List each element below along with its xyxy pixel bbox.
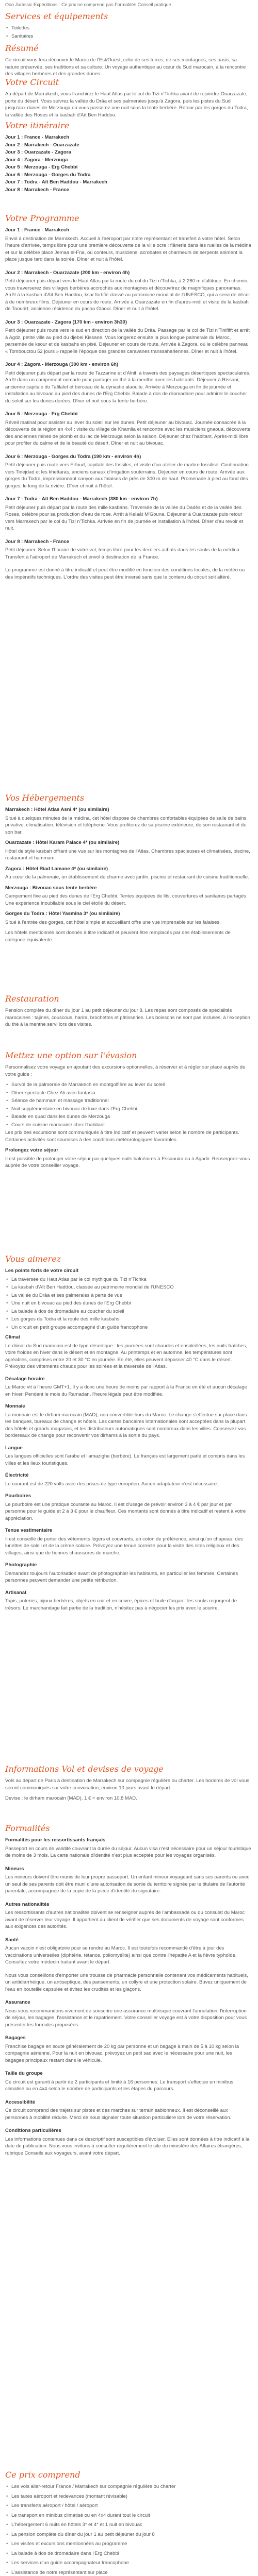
subheading: Assurance	[5, 1999, 30, 2005]
subheading: Jour 3 : Ouarzazate - Zagora	[5, 149, 71, 155]
dining-content	[5, 1007, 252, 1028]
list-item: • L'assistance de notre représentant sur place	[5, 2569, 252, 2576]
subheading: Électricité	[5, 1472, 29, 1478]
subheading: Conditions particulières	[5, 2128, 61, 2133]
list-item: • Les services d'un guide accompagnateur francophone	[5, 2560, 252, 2567]
subheading: Santé	[5, 1937, 19, 1943]
options-section	[5, 1050, 252, 1254]
paragraph: Ce circuit est garanti à partir de 2 participants et limité à 16 personnes. Le transport s'effectue en minibus climatisé ou en 4x4 selon le nombre de participants et les étapes du parcours.	[5, 2079, 234, 2092]
list-item: • Un circuit en petit groupe accompagné d'un guide francophone	[5, 1324, 252, 1331]
paragraph: Les hôtels mentionnés sont donnés à titre indicatif et peuvent être remplacés par des établissements de catégorie équivalente.	[5, 930, 231, 943]
subheading: Langue	[5, 1445, 23, 1451]
subheading: Jour 6 : Merzouga - Gorges du Todra	[5, 172, 91, 178]
paragraph: Campement fixe au pied des dunes de l'Erg Chebbi. Tentes équipées de lits, couvertures et sanitaires partagés. Une expérience inoubliable sous le ciel étoilé du désert.	[5, 893, 248, 906]
programme-content	[5, 227, 252, 581]
list-item: • La vallée du Drâa et ses palmeraies à perte de vue	[5, 1292, 252, 1299]
subheading: Mineurs	[5, 1866, 24, 1872]
list-item: • La balade à dos de dromadaire au coucher du soleil	[5, 1308, 252, 1315]
formalities-section	[5, 1823, 252, 2470]
list-item: • La balade à dos de dromadaire dans l'Erg Chebbi	[5, 2550, 252, 2557]
paragraph: La monnaie est le dirham marocain (MAD), non convertible hors du Maroc. Le change s'effectue sur place dans les banques, bureaux de change et hôtels. Les cartes bancaires internationales sont acceptées dans la plupart des hôtels et grands magasins, et les distributeurs automatiques sont nombreux dans les villes. Conservez vos bordereaux de change pour reconvertir vos dirhams à la sortie du pays.	[5, 1412, 247, 1438]
subheading: Taille du groupe	[5, 2071, 43, 2076]
list-item: • Dîner-spectacle Chez Ali avec fantasia	[5, 1090, 252, 1097]
subheading: Jour 7 : Todra - Aït Ben Haddou - Marrakech	[5, 179, 107, 185]
paragraph: Petit déjeuner. Selon l'horaire de votre vol, temps libre pour les derniers achats dans les souks de la médina. Transfert à l'aéroport de Marrakech et envol à destination de la France.	[5, 547, 241, 560]
paragraph: Il est possible de prolonger votre séjour par quelques nuits balnéaires à Essaouira ou à Agadir. Renseignez-vous auprès de votre conseiller voyage.	[5, 1156, 250, 1168]
paragraph: Vols au départ de Paris à destination de Marrakech sur compagnie régulière ou charter. Les horaires de vol vous seront communiqués sur votre convocation, environ 10 jours avant le départ.	[5, 1778, 250, 1791]
subheading: Jour 6 : Merzouga - Gorges du Todra (190 km - environ 4h)	[5, 453, 141, 460]
services-title: Services et équipements	[5, 11, 108, 21]
subheading: Jour 2 : Marrakech - Ouarzazate (200 km - environ 4h)	[5, 269, 130, 276]
flight-info-title: Informations Vol et devises de voyage	[5, 1764, 164, 1774]
formalities-title: Formalités	[5, 1823, 50, 1833]
subheading: Zagora : Hôtel Riad Lamane 4* (ou similaire)	[5, 866, 108, 872]
accommodation-section	[5, 793, 252, 994]
subheading: Jour 7 : Todra - Aït Ben Haddou - Marrakech (380 km - environ 7h)	[5, 496, 158, 502]
paragraph: Aucun vaccin n'est obligatoire pour se rendre au Maroc. Il est toutefois recommandé d'être à jour des vaccinations universelles (diphtérie, tétanos, poliomyélite) ainsi que contre l'hépatite A et la fièvre typhoïde. Consultez votre médecin traitant avant le départ.	[5, 1945, 237, 1965]
subheading: Les points forts de votre circuit	[5, 1268, 78, 1274]
subheading: Pourboires	[5, 1493, 31, 1499]
list-item: • La traversée du Haut Atlas par le col mythique du Tizi n'Tichka	[5, 1276, 252, 1283]
list-item: • Le transport en minibus climatisé ou en 4x4 durant tout le circuit	[5, 2512, 252, 2519]
circuit-content	[5, 91, 252, 118]
paragraph: Le Maroc vit à l'heure GMT+1. Il y a donc une heure de moins par rapport à la France en été et aucun décalage en hiver. Pendant le mois du Ramadan, l'heure légale peut être modifiée.	[5, 1384, 247, 1397]
highlights-section	[5, 1254, 252, 1764]
options-content	[5, 1064, 252, 1170]
services-section	[5, 11, 252, 42]
flight-info-content	[5, 1777, 252, 1802]
paragraph: Les informations contenues dans ce descriptif sont susceptibles d'évoluer. Elles sont données à titre indicatif à la date de publication. Nous vous invitons à consulter régulièrement le site du ministère des Affaires étrangères, rubrique Conseils aux voyageurs, avant votre départ.	[5, 2136, 250, 2156]
subheading: Jour 8 : Marrakech - France	[5, 538, 70, 545]
flight-info-section	[5, 1764, 252, 1823]
list-item: • Nuit supplémentaire en bivouac de luxe dans l'Erg Chebbi	[5, 1106, 252, 1113]
subheading: Jour 5 : Merzouga - Erg Chebbi	[5, 411, 78, 417]
circuit-title: Votre Circuit	[5, 77, 59, 87]
itinerary-title: Votre itinéraire	[5, 121, 70, 130]
subheading: Photographie	[5, 1562, 37, 1568]
subheading: Décalage horaire	[5, 1376, 45, 1382]
list-item: • Les gorges du Todra et la route des mille kasbahs	[5, 1316, 252, 1323]
services-list	[5, 25, 252, 40]
accommodation-content	[5, 806, 252, 943]
paragraph: Tapis, poteries, bijoux berbères, objets en cuir et en cuivre, épices et huile d'argan : les souks regorgent de trésors. Le marchandage fait partie de la tradition, n'hésitez pas à négocier les prix avec le sourire.	[5, 1598, 237, 1611]
subheading: Jour 4 : Zagora - Merzouga	[5, 157, 68, 163]
paragraph: Ce circuit comprend des trajets sur pistes et des marches sur terrain sablonneux. Il est déconseillé aux personnes à mobilité réduite. Merci de nous signaler toute situation particulière lors de votre réservation.	[5, 2108, 232, 2121]
paragraph: Passeport en cours de validité couvrant la durée du séjour. Aucun visa n'est nécessaire pour un séjour touristique de moins de 3 mois. La carte nationale d'identité n'est plus acceptée pour les voyages organisés.	[5, 1845, 251, 1858]
paragraph: Devise : le dirham marocain (MAD). 1 € = environ 10,8 MAD.	[5, 1795, 137, 1801]
list-item: • Balade en quad dans les dunes de Merzouga	[5, 1113, 252, 1121]
top-line: Ooo Jurassic Expéditions : Ce prix ne comprend pas Formalités Conseil pratique	[5, 2, 171, 7]
paragraph: Situé à l'entrée des gorges, cet hôtel simple et accueillant offre une vue imprenable sur les falaises.	[5, 919, 221, 925]
subheading: Jour 3 : Ouarzazate - Zagora (170 km - environ 3h30)	[5, 319, 127, 325]
price-includes-title: Ce prix comprend	[5, 2470, 80, 2480]
price-includes-section	[5, 2470, 252, 2576]
itinerary-list	[5, 134, 252, 193]
circuit-section	[5, 77, 252, 121]
subheading: Formalités pour les ressortissants français	[5, 1837, 106, 1843]
list-item: • Survol de la palmeraie de Marrakech en montgolfière au lever du soleil	[5, 1081, 252, 1089]
paragraph: Petit déjeuner puis route vers Erfoud, capitale des fossiles, et visite d'un atelier de marbre fossilisé. Continuation vers Tinejdad et les khettaras, anciens canaux d'irrigation souterrains. Déjeuner en cours de route. Arrivée aux gorges du Todra, impressionnant canyon aux falaises de près de 300 m de haut. Promenade à pied au fond des gorges, le long de la rivière. Dîner et nuit à l'hôtel.	[5, 462, 249, 489]
subheading: Bagages	[5, 2035, 26, 2041]
list-item: • Les taxes aéroport et redevances (montant révisable)	[5, 2493, 252, 2500]
paragraph: Envol à destination de Marrakech. Accueil à l'aéroport par notre représentant et transfert à votre hôtel. Selon l'heure d'arrivée, temps libre pour une première découverte de la ville ocre : flânerie dans les ruelles de la médina et sur la célèbre place Jemaa el-Fna, où conteurs, musiciens, acrobates et charmeurs de serpents animent la place jusque tard dans la soirée. Dîner et nuit à l'hôtel.	[5, 235, 251, 262]
dining-title: Restauration	[5, 994, 59, 1004]
subheading: Jour 5 : Merzouga - Erg Chebbi	[5, 164, 78, 170]
paragraph: Le climat du Sud marocain est de type désertique : les journées sont chaudes et ensoleillées, les nuits fraîches, voire froides en hiver dans le désert et en montagne. Au printemps et en automne, les températures sont agréables, comprises entre 20 et 30 °C en journée. En été, elles peuvent dépasser 40 °C dans le désert. Prévoyez des vêtements chauds pour les soirées et la traversée de l'Atlas.	[5, 1343, 247, 1369]
list-item: • Séance de hammam et massage traditionnel	[5, 1097, 252, 1105]
formalities-content	[5, 1837, 252, 2157]
paragraph: Petit déjeuner puis départ par la route des mille kasbahs. Traversée de la vallée du Dadès et de la vallée des Roses, célèbre pour sa production d'eau de rose. Arrêt à Kelaât M'Gouna. Déjeuner à Ouarzazate puis retour vers Marrakech par le col du Tizi n'Tichka. Arrivée en fin de journée et installation à l'hôtel. Dîner d'au revoir et nuit.	[5, 504, 244, 531]
paragraph: Petit déjeuner puis départ par la route de Tazzarine et d'Alnif, à travers des paysages désertiques spectaculaires. Arrêt dans un campement nomade pour partager un thé à la menthe avec les habitants. Déjeuner à Rissani, ancienne capitale du Tafilalet et berceau de la dynastie alaouite. Arrivée à Merzouga en fin de journée et installation au bivouac au pied des dunes de l'Erg Chebbi. Balade à dos de dromadaire pour admirer le coucher du soleil sur les dunes dorées. Dîner et nuit sous la tente berbère.	[5, 370, 251, 404]
paragraph: Les langues officielles sont l'arabe et l'amazighe (berbère). Le français est largement parlé et compris dans les villes et les lieux touristiques.	[5, 1453, 245, 1466]
subheading: Jour 1 : France - Marrakech	[5, 227, 70, 233]
list-item: • L'hébergement 6 nuits en hôtels 3* et 4* et 1 nuit en bivouac	[5, 2521, 252, 2529]
paragraph: Situé à quelques minutes de la médina, cet hôtel dispose de chambres confortables équipées de salle de bains privative, climatisation, télévision et téléphone. Vous profiterez de sa piscine extérieure, de son restaurant et de son bar.	[5, 815, 247, 835]
subheading: Prolongez votre séjour	[5, 1147, 58, 1153]
subheading: Tenue vestimentaire	[5, 1528, 53, 1533]
subheading: Merzouga : Bivouac sous tente berbère	[5, 885, 97, 891]
programme-title: Votre Programme	[5, 213, 79, 223]
list-item: • La pension complète du dîner du jour 1 au petit déjeuner du jour 8	[5, 2531, 252, 2538]
paragraph: Franchise bagage en soute généralement de 20 kg par personne et un bagage à main de 5 à 10 kg selon la compagnie aérienne. Pour la nuit en bivouac, prévoyez un petit sac avec le nécessaire pour une nuit, les bagages principaux restant dans le véhicule.	[5, 2043, 239, 2063]
paragraph: Les ressortissants d'autres nationalités doivent se renseigner auprès de l'ambassade ou du consulat du Maroc avant de réserver leur voyage. Il appartient au client de vérifier que ses documents de voyage sont conformes aux exigences des autorités.	[5, 1910, 245, 1929]
list-item: • Les vols aller-retour France / Marrakech sur compagnie régulière ou charter	[5, 2483, 252, 2490]
subheading: Marrakech : Hôtel Atlas Asni 4* (ou similaire)	[5, 807, 109, 812]
paragraph: Nous vous conseillons d'emporter une trousse de pharmacie personnelle contenant vos médicaments habituels, un antidiarrhéique, un antiseptique, des pansements, un collyre et une protection solaire. Buvez uniquement de l'eau en bouteille capsulée et évitez les crudités et les glaçons.	[5, 1972, 248, 1992]
paragraph: Au cœur de la palmeraie, un établissement de charme avec jardin, piscine et restaurant de cuisine traditionnelle.	[5, 874, 249, 880]
options-title: Mettez une option sur l'évasion	[5, 1050, 137, 1060]
subheading: Accessibilité	[5, 2099, 36, 2105]
subheading: Jour 4 : Zagora - Merzouga (300 km - environ 6h)	[5, 362, 119, 367]
subheading: Jour 1 : France - Marrakech	[5, 134, 70, 140]
subheading: Ouarzazate : Hôtel Karam Palace 4* (ou similaire)	[5, 840, 120, 845]
paragraph: Petit déjeuner puis départ vers le Haut Atlas par la route du col du Tizi n'Tichka, à 2 260 m d'altitude. En chemin, vous traverserez des villages berbères accrochés aux montagnes et découvrirez de magnifiques panoramas. Arrêt à la kasbah d'Aït Ben Haddou, ksar fortifié classé au patrimoine mondial de l'UNESCO, qui a servi de décor à de nombreux films. Déjeuner en cours de route. Arrivée à Ouarzazate en fin d'après-midi et visite de la kasbah de Taourirt, ancienne résidence du pacha Glaoui. Dîner et nuit à l'hôtel.	[5, 278, 250, 312]
resume-title: Résumé	[5, 43, 39, 53]
subheading: Jour 2 : Marrakech - Ouarzazate	[5, 142, 79, 148]
paragraph: Réveil matinal pour assister au lever du soleil sur les dunes. Petit déjeuner au bivouac. Journée consacrée à la découverte de la région en 4x4 : visite du village de Khamlia et rencontre avec les musiciens gnaoua, découverte des anciennes mines de plomb et du lac de Merzouga selon la saison. Déjeuner chez l'habitant. Après-midi libre pour profiter du calme et de la beauté du désert. Dîner et nuit au bivouac.	[5, 419, 251, 446]
paragraph: Au départ de Marrakech, vous franchirez le Haut Atlas par le col du Tizi n'Tichka avant de rejoindre Ouarzazate, porte du désert. Vous suivrez la vallée du Drâa et ses palmeraies jusqu'à Zagora, puis les pistes du Sud jusqu'aux dunes de Merzouga où vous passerez une nuit sous la tente berbère. Retour par les gorges du Todra, la vallée des Roses et la kasbah d'Aït Ben Haddou.	[5, 91, 248, 118]
list-item: • Toilettes	[5, 25, 252, 32]
list-item: • La kasbah d'Aït Ben Haddou, classée au patrimoine mondial de l'UNESCO	[5, 1284, 252, 1291]
paragraph: Ce circuit vous fera découvrir le Maroc de l'Est/Ouest, celui de ses terres, de ses montagnes, ses oasis, sa nature préservée, ses traditions et sa culture. Un voyage authentique au cœur du Sud marocain, à la rencontre des villages berbères et des grandes dunes.	[5, 57, 246, 77]
paragraph: Les mineurs doivent être munis de leur propre passeport. Un enfant mineur voyageant sans ses parents ou avec un seul de ses parents doit être muni d'une autorisation de sortie du territoire signée par le titulaire de l'autorité parentale, accompagnée de la copie de la pièce d'identité du signataire.	[5, 1874, 250, 1894]
paragraph: Hôtel de style kasbah offrant une vue sur les montagnes de l'Atlas. Chambres spacieuses et climatisées, piscine, restaurant et hammam.	[5, 848, 250, 861]
list-item: • Les transferts aéroport / hôtel / aéroport	[5, 2502, 252, 2510]
subheading: Gorges du Todra : Hôtel Yasmina 3* (ou similaire)	[5, 911, 120, 917]
paragraph: Il est conseillé de porter des vêtements légers et couvrants, en coton de préférence, ainsi qu'un chapeau, des lunettes de soleil et de la crème solaire. Prévoyez une tenue correcte pour la visite des sites religieux et des villages, ainsi que de bonnes chaussures de marche.	[5, 1536, 243, 1556]
list-item: • Une nuit en bivouac au pied des dunes de l'Erg Chebbi	[5, 1300, 252, 1307]
paragraph: Personnalisez votre voyage en ajoutant des excursions optionnelles, à réserver et à régler sur place auprès de votre guide :	[5, 1064, 246, 1077]
paragraph: Le pourboire est une pratique courante au Maroc. Il est d'usage de prévoir environ 3 à 4 € par jour et par personne pour le guide et 2 à 3 € pour le chauffeur. Ces montants sont donnés à titre indicatif et restent à votre appréciation.	[5, 1501, 246, 1521]
paragraph: Les prix des excursions sont communiqués à titre indicatif et peuvent varier selon le nombre de participants. Certaines activités sont soumises à des conditions météorologiques favorables.	[5, 1130, 239, 1143]
subheading: Autres nationalités	[5, 1901, 50, 1907]
paragraph: Petit déjeuner puis route vers le sud en direction de la vallée du Drâa. Passage par le col de Tizi n'Tinififft et arrêt à Agdz, petite ville au pied du djebel Kissane. Vous longerez ensuite la plus longue palmeraie du Maroc, parsemée de ksour et de kasbahs en pisé. Déjeuner en cours de route. Arrivée à Zagora, où le célèbre panneau « Tombouctou 52 jours » rappelle l'époque des grandes caravanes transsahariennes. Dîner et nuit à l'hôtel.	[5, 328, 250, 354]
subheading: Monnaie	[5, 1403, 25, 1409]
paragraph: Le courant est de 220 volts avec des prises de type européen. Aucun adaptateur n'est nécessaire.	[5, 1481, 218, 1487]
price-includes-list	[5, 2483, 252, 2576]
itinerary-section	[5, 121, 252, 213]
subheading: Jour 8 : Marrakech - France	[5, 187, 70, 193]
highlights-content	[5, 1267, 252, 1612]
list-item: • Cours de cuisine marocaine chez l'habitant	[5, 1122, 252, 1129]
resume-section	[5, 43, 252, 77]
paragraph: Nous vous recommandons vivement de souscrire une assurance multirisque couvrant l'annulation, l'interruption de séjour, les bagages, l'assistance et le rapatriement. Votre conseiller voyage est à votre disposition pour vous présenter les formules proposées.	[5, 2008, 247, 2028]
list-item: • Sanitaires	[5, 33, 252, 40]
dining-section	[5, 994, 252, 1050]
resume-content	[5, 57, 252, 77]
highlights-title: Vous aimerez	[5, 1254, 61, 1264]
list-item: • Les visites et excursions mentionnées au programme	[5, 2540, 252, 2548]
subheading: Climat	[5, 1334, 21, 1340]
subheading: Artisanat	[5, 1589, 27, 1596]
paragraph: Demandez toujours l'autorisation avant de photographier les habitants, en particulier les femmes. Certaines personnes peuvent demander une petite rétribution.	[5, 1570, 238, 1583]
accommodation-title: Vos Hébergements	[5, 793, 85, 803]
paragraph: Pension complète du dîner du jour 1 au petit déjeuner du jour 8. Les repas sont composés de spécialités marocaines : tajines, couscous, harira, brochettes et pâtisseries. Les boissons ne sont pas incluses, à l'exception du thé à la menthe servi lors des visites.	[5, 1008, 250, 1027]
programme-section	[5, 213, 252, 793]
paragraph: Le programme est donné à titre indicatif et peut être modifié en fonction des conditions locales, de la météo ou des impératifs techniques. L'ordre des visites peut être inversé sans que le contenu du circuit soit altéré.	[5, 567, 245, 580]
